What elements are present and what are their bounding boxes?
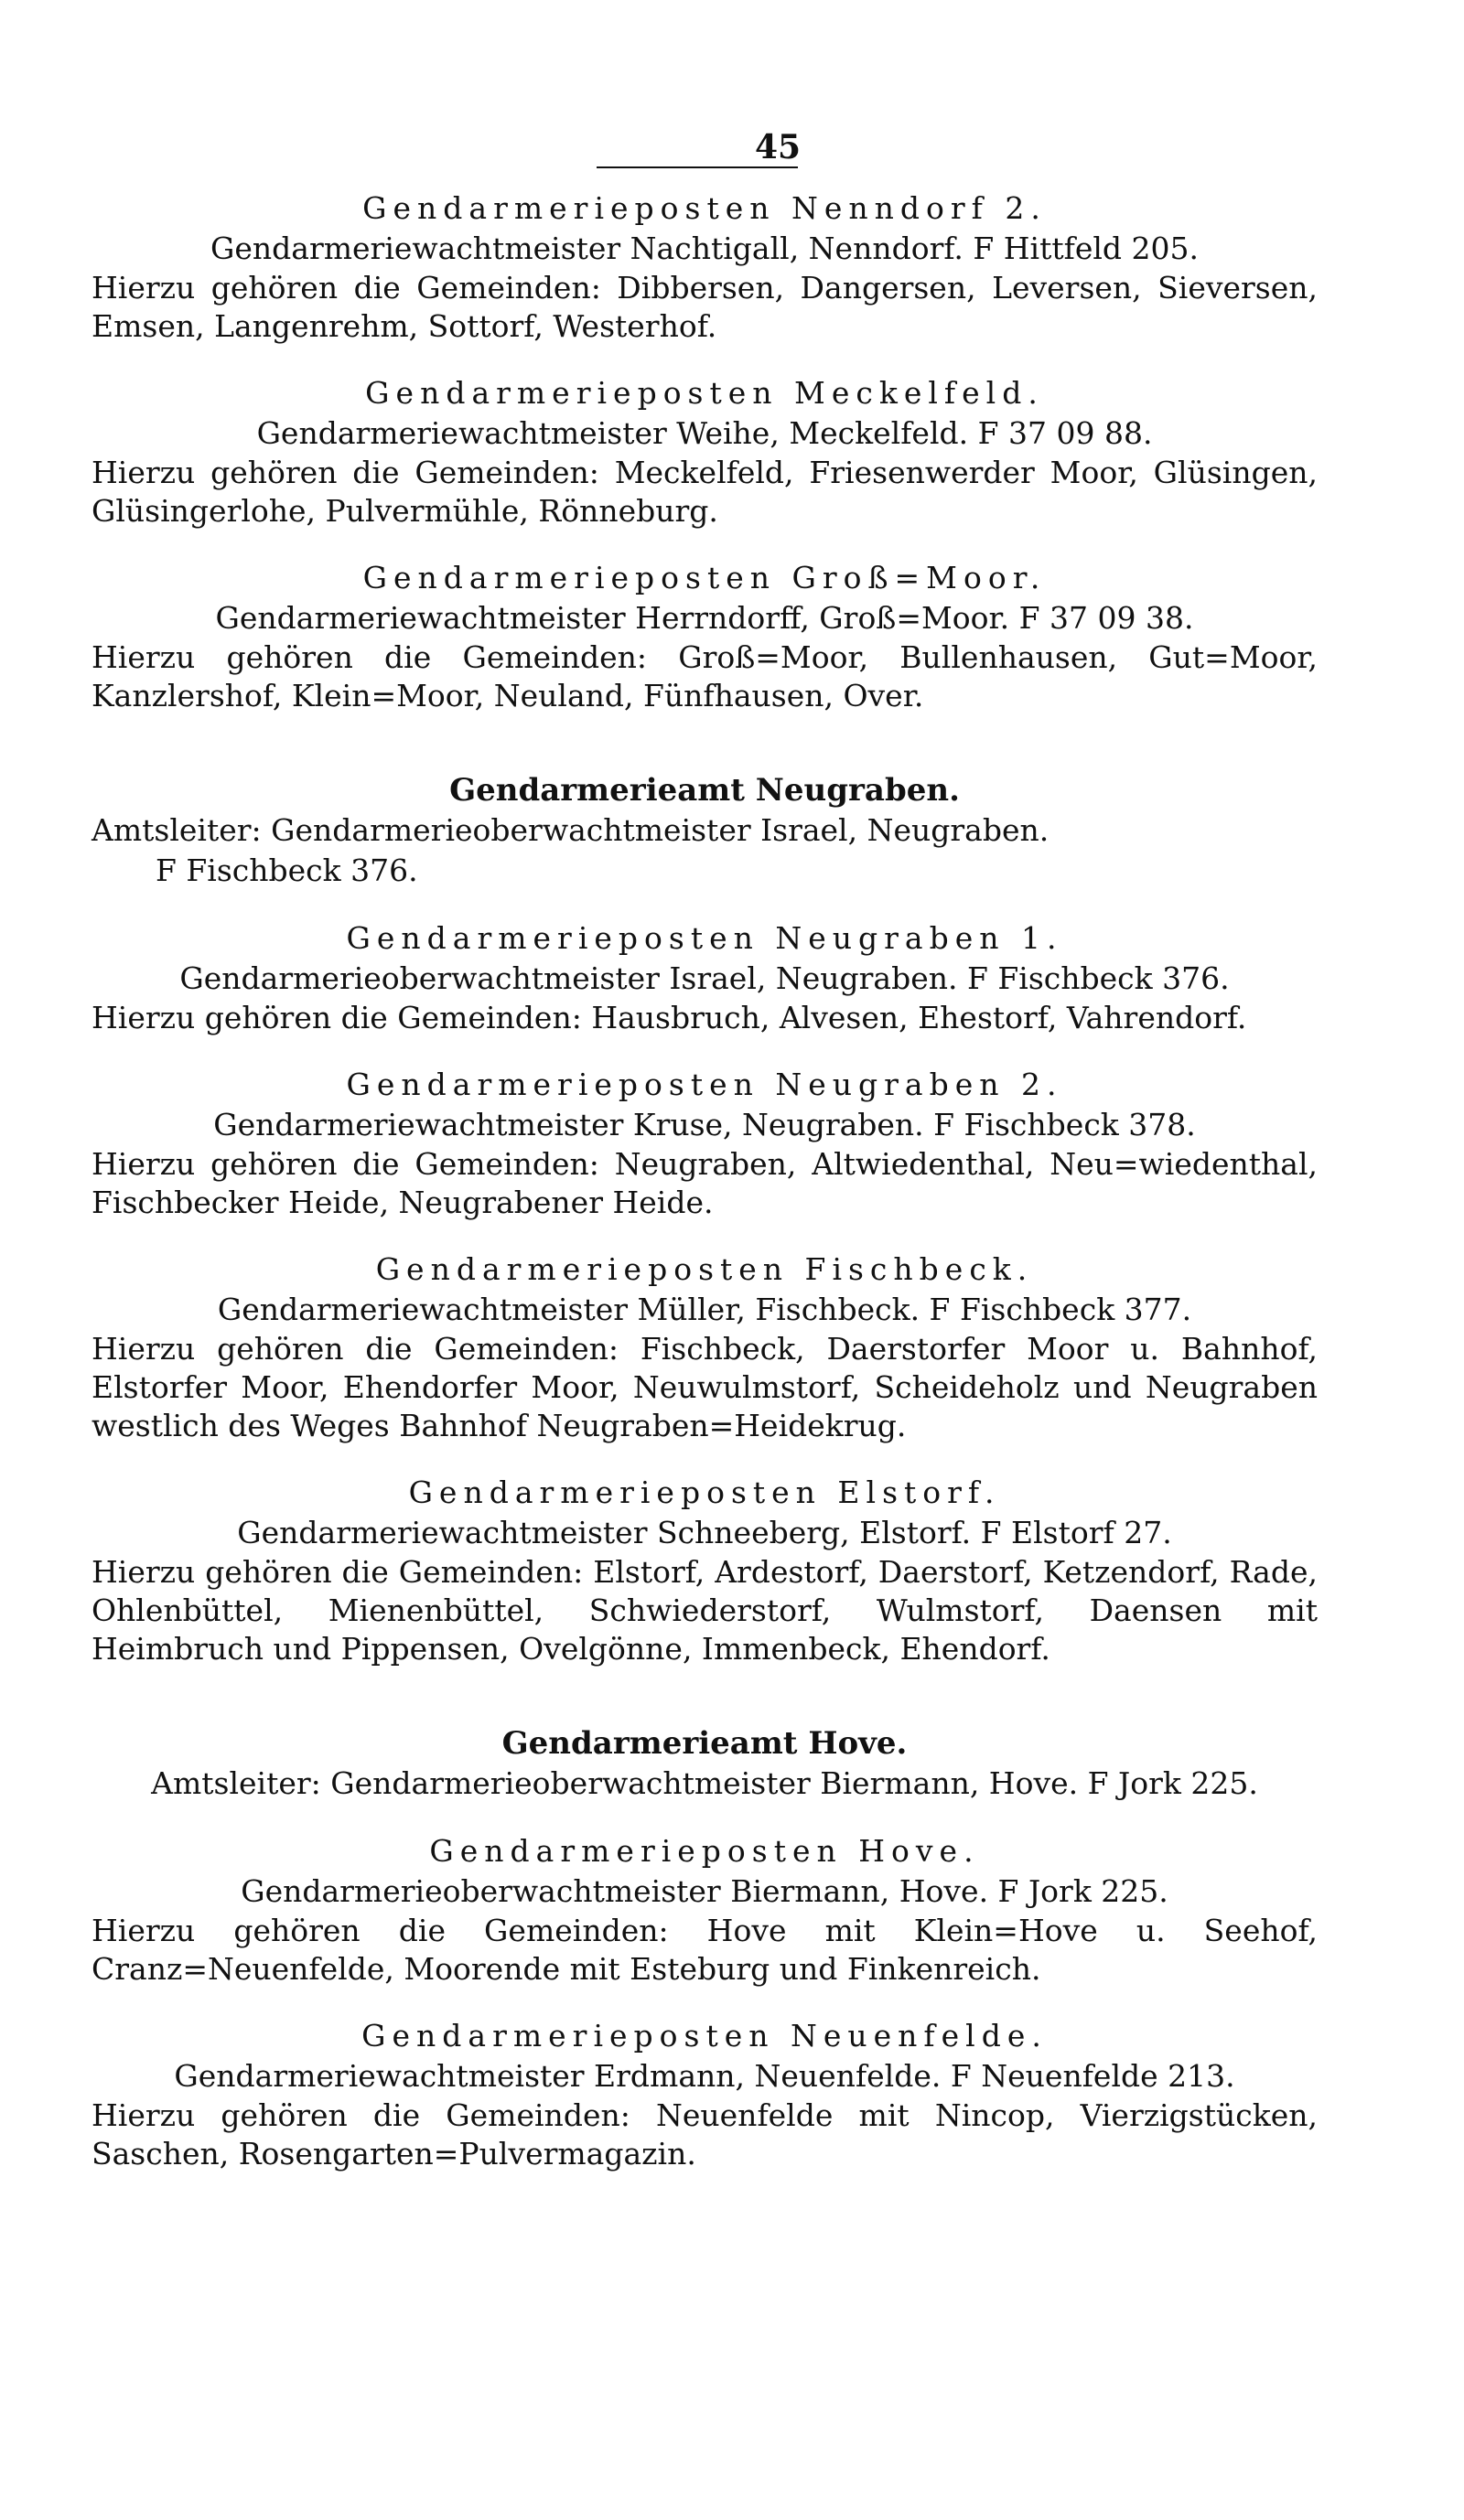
section-nenndorf-2 <box>92 188 1318 346</box>
section-heading: Gendarmerieposten Nenndorf 2. <box>362 190 1047 226</box>
section-municipalities: Hierzu gehören die Gemeinden: Neugraben, Altwiedenthal, Neu=wiedenthal, Fischbecker Heide, Neugrabener Heide. <box>92 1146 1318 1220</box>
section-municipalities: Hierzu gehören die Gemeinden: Meckelfeld, Friesenwerder Moor, Glüsingen, Glüsingerlohe, Pulvermühle, Rönneburg. <box>92 455 1318 529</box>
document-page <box>92 128 1318 2173</box>
section-official: Gendarmeriewachtmeister Erdmann, Neuenfelde. F Neuenfelde 213. <box>174 2058 1235 2094</box>
section-neuenfelde <box>92 2016 1318 2173</box>
section-municipalities: Hierzu gehören die Gemeinden: Hausbruch, Alvesen, Ehestorf, Vahrendorf. <box>92 1000 1247 1035</box>
section-heading: Gendarmerieposten Elstorf. <box>408 1474 1001 1510</box>
section-official: Gendarmeriewachtmeister Müller, Fischbeck. F Fischbeck 377. <box>217 1292 1192 1327</box>
amt-title: Gendarmerieamt Hove. <box>501 1725 908 1762</box>
section-fischbeck <box>92 1249 1318 1445</box>
amt-neugraben <box>92 770 1318 891</box>
amt-leader: Amtsleiter: Gendarmerieoberwachtmeister Biermann, Hove. F Jork 225. <box>151 1765 1258 1801</box>
section-municipalities: Hierzu gehören die Gemeinden: Neuenfelde mit Nincop, Vierzigstücken, Saschen, Rosengarten=Pulvermagazin. <box>92 2097 1318 2171</box>
section-municipalities: Hierzu gehören die Gemeinden: Elstorf, Ardestorf, Daerstorf, Ketzendorf, Rade, Ohlenbüttel, Mienenbüttel, Schwiederstorf, Wulmstorf, Daensen mit Heimbruch und Pippensen, Ovelgönne, Immenbeck, Ehendorf. <box>92 1554 1318 1667</box>
page-number-rule <box>597 166 798 168</box>
section-municipalities: Hierzu gehören die Gemeinden: Dibbersen, Dangersen, Leversen, Sieversen, Emsen, Langenrehm, Sottorf, Westerhof. <box>92 270 1318 344</box>
section-official: Gendarmeriewachtmeister Weihe, Meckelfeld. F 37 09 88. <box>256 415 1153 451</box>
page-number: 45 <box>754 128 802 166</box>
section-official: Gendarmeriewachtmeister Kruse, Neugraben. F Fischbeck 378. <box>213 1107 1196 1142</box>
section-official: Gendarmerieoberwachtmeister Biermann, Hove. F Jork 225. <box>241 1873 1168 1909</box>
section-official: Gendarmeriewachtmeister Nachtigall, Nenndorf. F Hittfeld 205. <box>210 231 1199 266</box>
section-neugraben-1 <box>92 918 1318 1037</box>
section-elstorf <box>92 1473 1318 1668</box>
section-gross-moor <box>92 558 1318 715</box>
amt-phone: F Fischbeck 376. <box>156 853 418 888</box>
section-municipalities: Hierzu gehören die Gemeinden: Groß=Moor, Bullenhausen, Gut=Moor, Kanzlershof, Klein=Moor, Neuland, Fünfhausen, Over. <box>92 639 1318 713</box>
section-neugraben-2 <box>92 1065 1318 1222</box>
amt-title: Gendarmerieamt Neugraben. <box>449 772 960 809</box>
amt-leader: Amtsleiter: Gendarmerieoberwachtmeister Israel, Neugraben. <box>92 812 1050 848</box>
section-heading: Gendarmerieposten Fischbeck. <box>375 1251 1034 1287</box>
section-meckelfeld <box>92 373 1318 531</box>
section-official: Gendarmeriewachtmeister Schneeberg, Elstorf. F Elstorf 27. <box>237 1515 1172 1550</box>
section-hove <box>92 1831 1318 1989</box>
section-official: Gendarmerieoberwachtmeister Israel, Neugraben. F Fischbeck 376. <box>179 960 1230 996</box>
section-heading: Gendarmerieposten Neugraben 1. <box>346 920 1063 956</box>
section-heading: Gendarmerieposten Neuenfelde. <box>361 2018 1048 2054</box>
section-heading: Gendarmerieposten Meckelfeld. <box>365 375 1044 411</box>
section-heading: Gendarmerieposten Hove. <box>429 1833 980 1869</box>
section-heading: Gendarmerieposten Neugraben 2. <box>346 1067 1063 1102</box>
section-municipalities: Hierzu gehören die Gemeinden: Fischbeck, Daerstorfer Moor u. Bahnhof, Elstorfer Moor, Ehendorfer Moor, Neuwulmstorf, Scheideholz und Neugraben westlich des Weges Bahnhof Neugraben=Heidekrug. <box>92 1331 1318 1443</box>
section-official: Gendarmeriewachtmeister Herrndorff, Groß=Moor. F 37 09 38. <box>215 600 1194 636</box>
amt-hove <box>92 1723 1318 1804</box>
section-heading: Gendarmerieposten Groß=Moor. <box>362 560 1047 595</box>
section-municipalities: Hierzu gehören die Gemeinden: Hove mit Klein=Hove u. Seehof, Cranz=Neuenfelde, Moorende mit Esteburg und Finkenreich. <box>92 1913 1318 1987</box>
